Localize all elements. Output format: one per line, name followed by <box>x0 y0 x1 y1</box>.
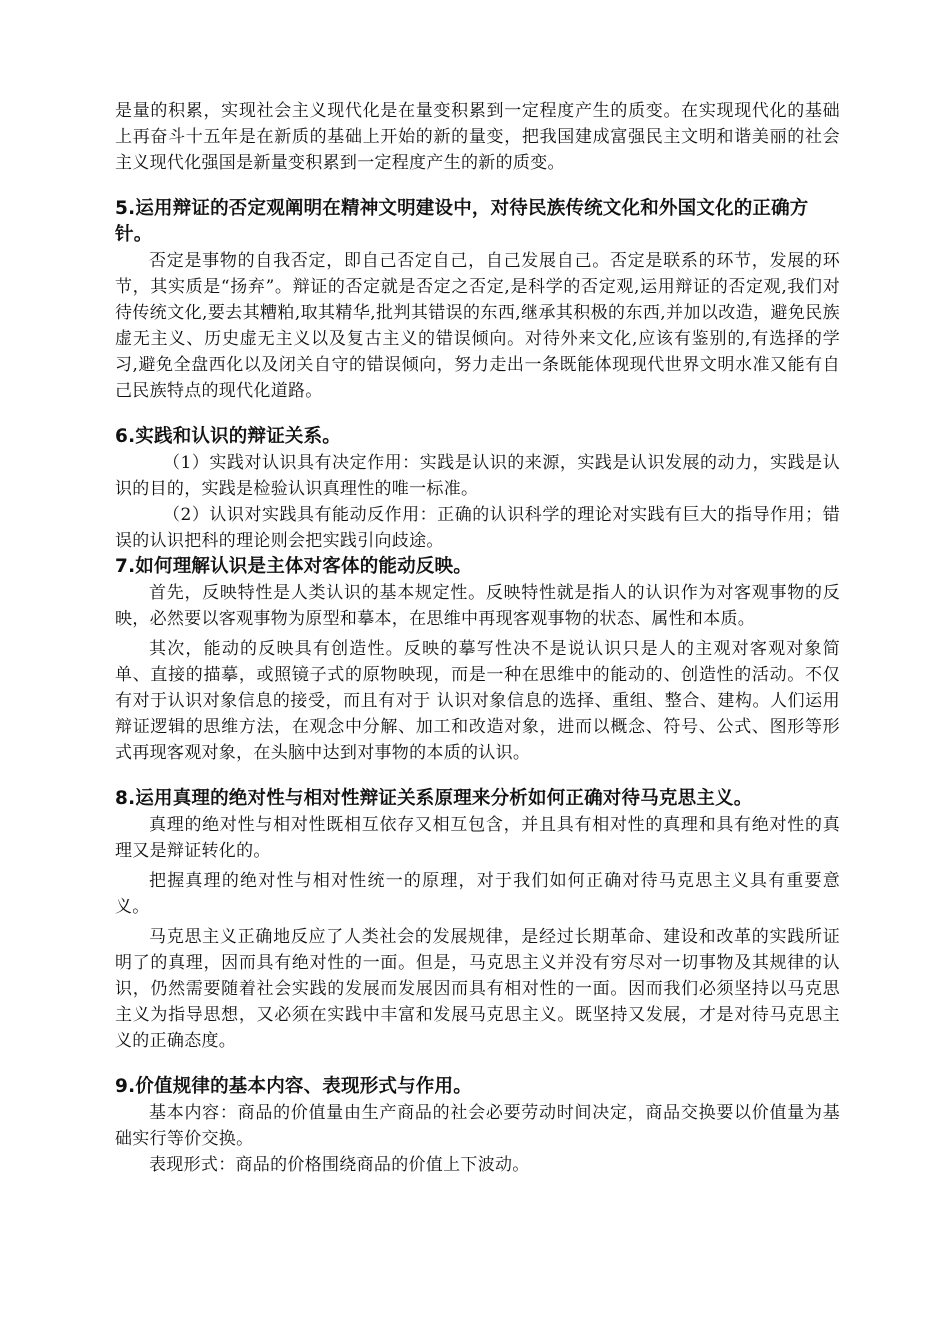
section-8-paragraph-1: 真理的绝对性与相对性既相互依存又相互包含，并且具有相对性的真理和具有绝对性的真理又是辩证转化的。 <box>115 815 840 861</box>
document-body <box>115 98 840 1178</box>
spacer <box>115 176 840 196</box>
spacer <box>115 404 840 424</box>
section-8-title: 8.运用真理的绝对性与相对性辩证关系原理来分析如何正确对待马克思主义。 <box>115 788 753 809</box>
section-5-paragraph-1: 否定是事物的自我否定，即自己否定自己，自己发展自己。否定是联系的环节，发展的环节，其实质是“扬弃”。辩证的否定就是否定之否定,是科学的否定观,运用辩证的否定观,我们对待传统文化,要去其糟粕,取其精华,批判其错误的东西,继承其积极的东西,并加以改造，避免民族虚无主义、历史虚无主义以及复古主义的错误倾向。对待外来文化,应该有鉴别的,有选择的学习,避免全盘西化以及闭关自守的错误倾向，努力走出一条既能体现现代世界文明水准又能有自己民族特点的现代化道路。 <box>115 251 840 401</box>
section-6-paragraph-2: （2）认识对实践具有能动反作用：正确的认识科学的理论对实践有巨大的指导作用；错误的认识把科的理论则会把实践引向歧途。 <box>115 505 840 551</box>
section-6-paragraph-1: （1）实践对认识具有决定作用：实践是认识的来源，实践是认识发展的动力，实践是认识的目的，实践是检验认识真理性的唯一标准。 <box>115 453 840 499</box>
section-9-title: 9.价值规律的基本内容、表现形式与作用。 <box>115 1076 472 1097</box>
section-7-title: 7.如何理解认识是主体对客体的能动反映。 <box>115 556 472 577</box>
spacer <box>115 1054 840 1074</box>
section-8-paragraph-3: 马克思主义正确地反应了人类社会的发展规律，是经过长期革命、建设和改革的实践所证明了的真理，因而具有绝对性的一面。但是，马克思主义并没有穷尽对一切事物及其规律的认识，仍然需要随着社会实践的发展而发展因而具有相对性的一面。因而我们必须坚持以马克思主义为指导思想，又必须在实践中丰富和发展马克思主义。既坚持又发展，才是对待马克思主义的正确态度。 <box>115 927 840 1051</box>
section-8-paragraph-2: 把握真理的绝对性与相对性统一的原理，对于我们如何正确对待马克思主义具有重要意义。 <box>115 871 840 917</box>
spacer <box>115 766 840 786</box>
section-7-paragraph-1: 首先，反映特性是人类认识的基本规定性。反映特性就是指人的认识作为对客观事物的反映，必然要以客观事物为原型和摹本，在思维中再现客观事物的状态、属性和本质。 <box>115 583 840 629</box>
section-6-title: 6.实践和认识的辩证关系。 <box>115 426 342 447</box>
section-9-paragraph-1: 基本内容：商品的价值量由生产商品的社会必要劳动时间决定，商品交换要以价值量为基础实行等价交换。 <box>115 1103 840 1149</box>
section-5-title: 5.运用辩证的否定观阐明在精神文明建设中，对待民族传统文化和外国文化的正确方针。 <box>115 198 809 245</box>
section-9-paragraph-2: 表现形式：商品的价格围绕商品的价值上下波动。 <box>149 1155 530 1175</box>
intro-paragraph: 是量的积累，实现社会主义现代化是在量变积累到一定程度产生的质变。在实现现代化的基础上再奋斗十五年是在新质的基础上开始的新的量变，把我国建成富强民主文明和谐美丽的社会主义现代化强国是新量变积累到一定程度产生的新的质变。 <box>115 101 840 173</box>
section-7-paragraph-2: 其次，能动的反映具有创造性。反映的摹写性决不是说认识只是人的主观对客观对象简单、直接的描摹，或照镜子式的原物映现，而是一种在思维中的能动的、创造性的活动。不仅有对于认识对象信息的接受，而且有对于 认识对象信息的选择、重组、整合、建构。人们运用辩证逻辑的思维方法，在观念中分解、加工和改造对象，进而以概念、符号、公式、图形等形式再现客观对象，在头脑中达到对事物的本质的认识。 <box>115 639 840 763</box>
